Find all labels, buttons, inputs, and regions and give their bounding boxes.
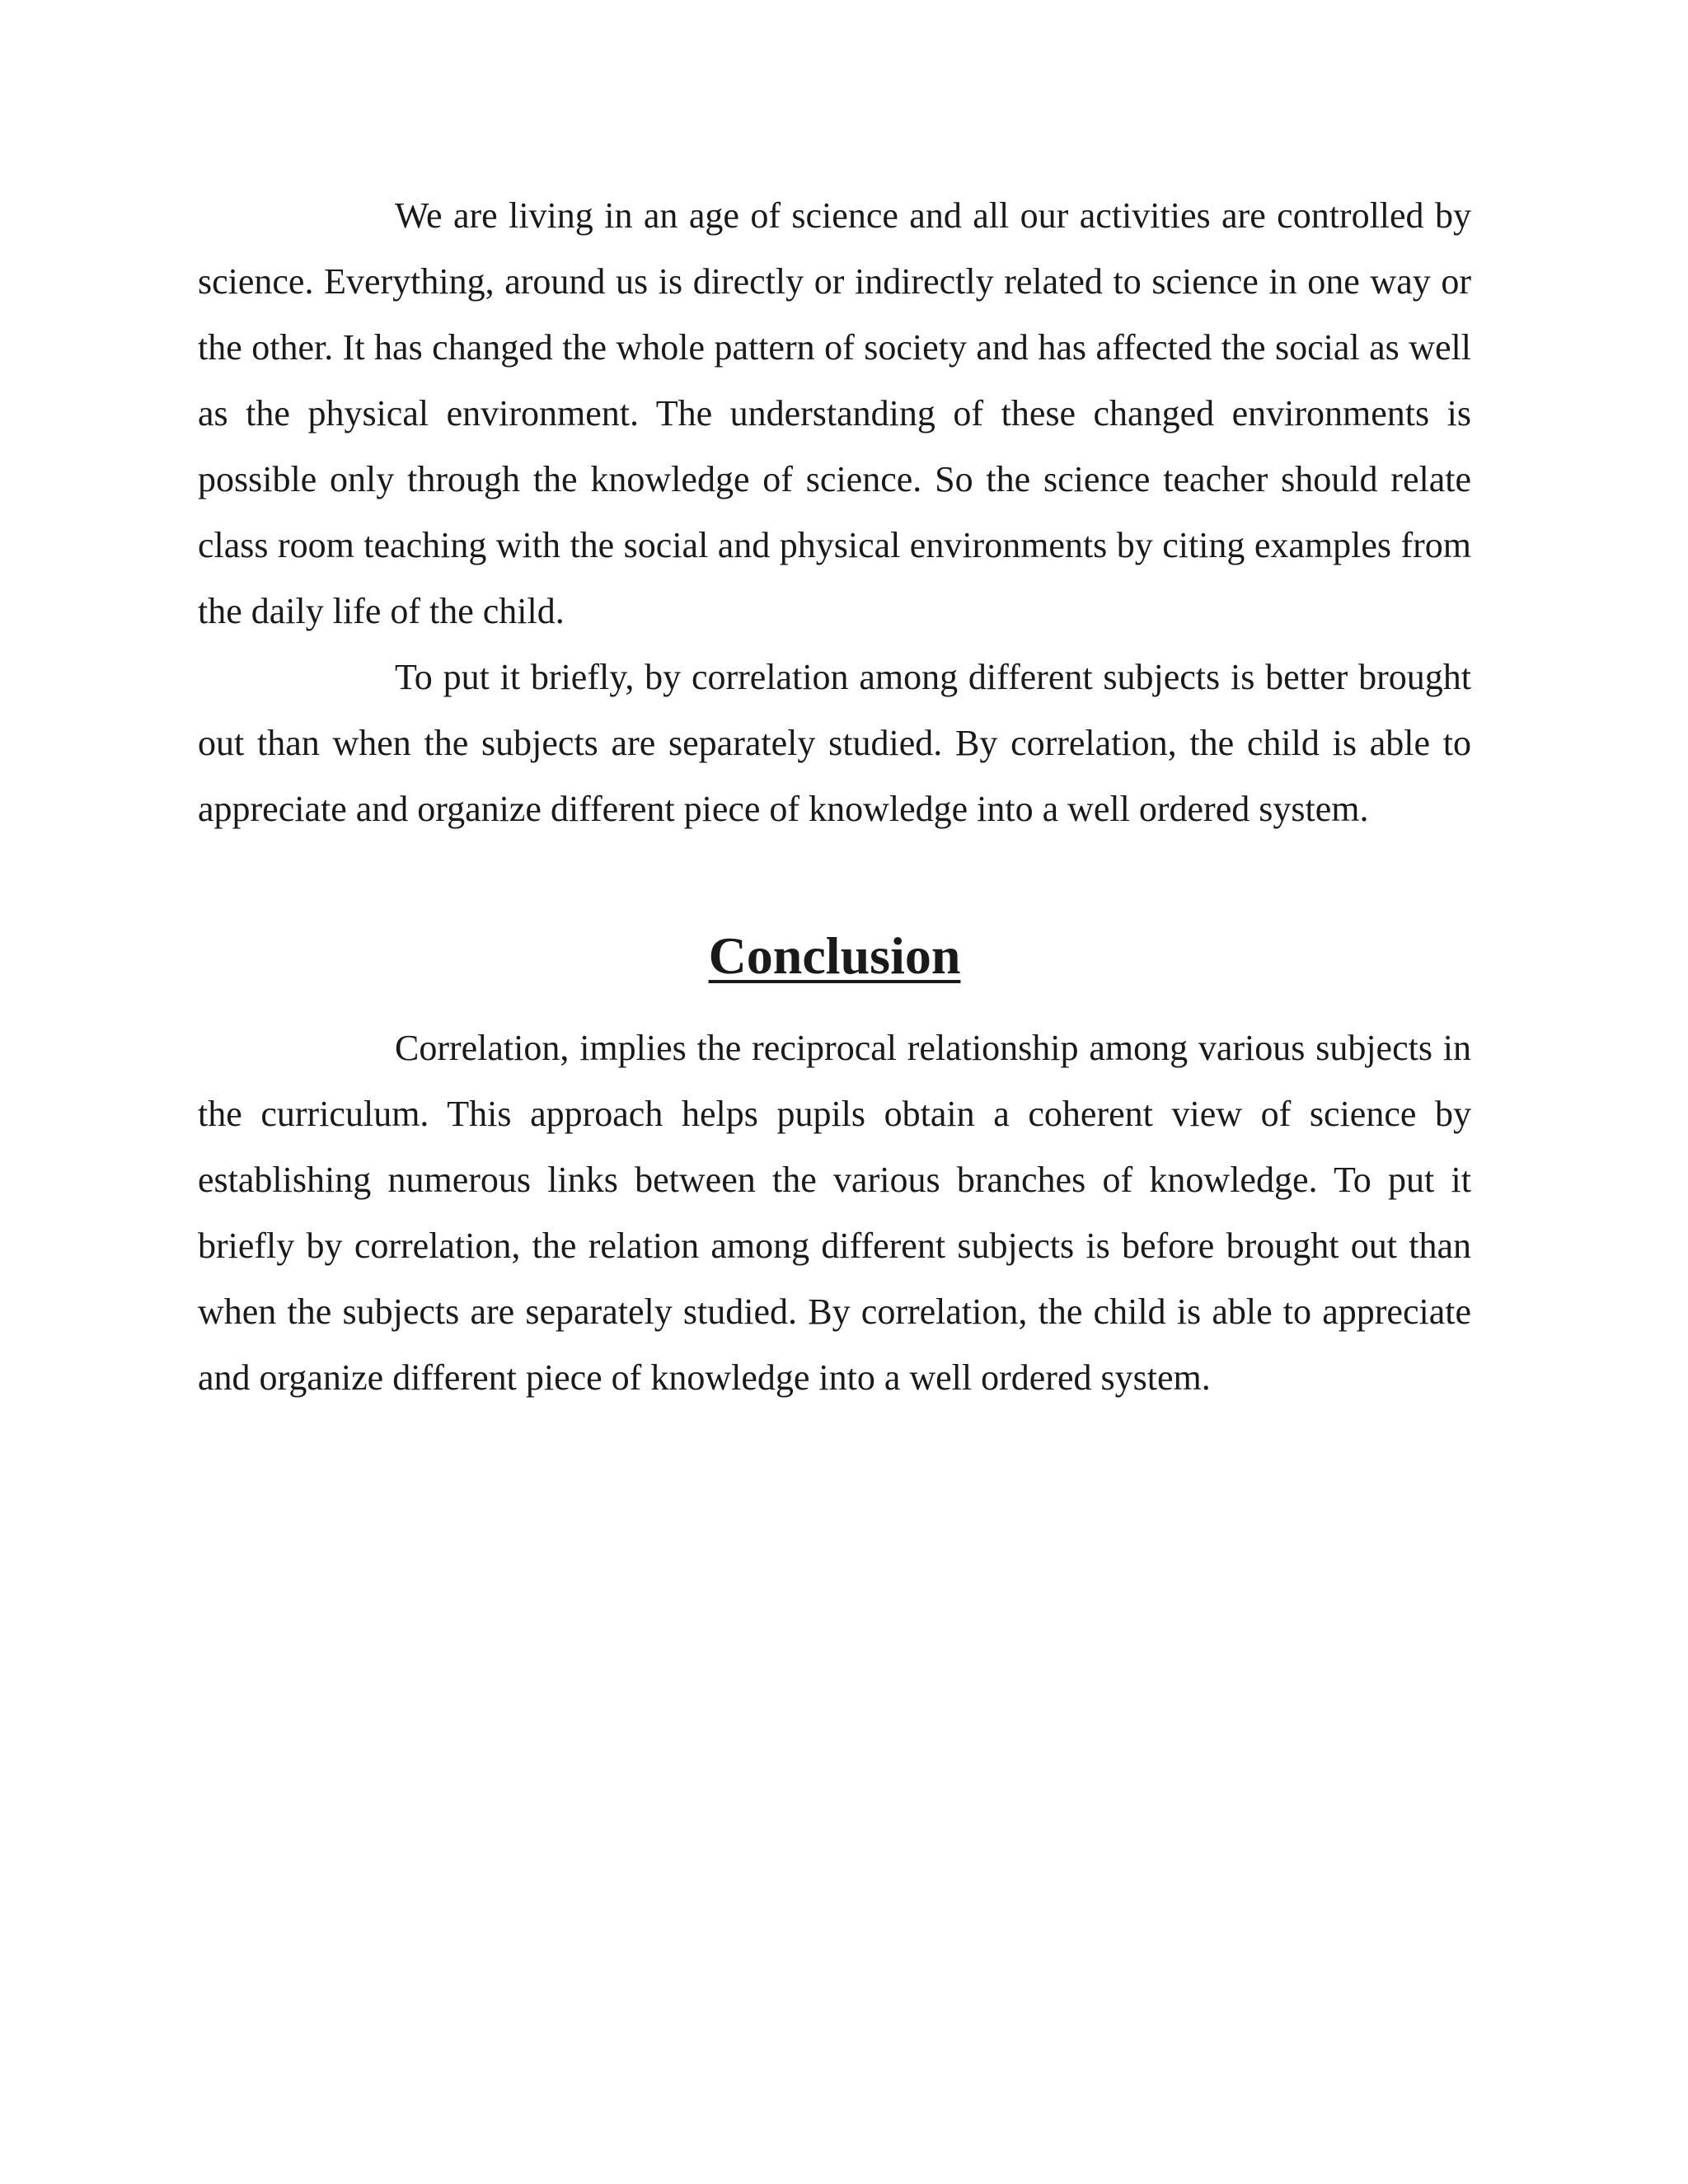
body-section xyxy=(198,183,1471,842)
conclusion-section xyxy=(198,1015,1471,1411)
body-paragraph-science: We are living in an age of science and all our activities are controlled by science. Everything, around us is directly or indirectly related to science in one way or the other. It has changed the whole pattern of society and has affected the social as well as the physical environment. The understanding of these changed environments is possible only through the knowledge of science. So the science teacher should relate class room teaching with the social and physical environments by citing examples from the daily life of the child. xyxy=(198,195,1471,631)
conclusion-heading-text: Conclusion xyxy=(708,926,961,985)
conclusion-paragraph: Correlation, implies the reciprocal relationship among various subjects in the curriculum. This approach helps pupils obtain a coherent view of science by establishing numerous links between the various branches of knowledge. To put it briefly by correlation, the relation among different subjects is before brought out than when the subjects are separately studied. By correlation, the child is able to appreciate and organize different piece of knowledge into a well ordered system. xyxy=(198,1028,1471,1398)
conclusion-heading xyxy=(198,923,1471,989)
body-paragraph-correlation: To put it briefly, by correlation among different subjects is better brought out than when the subjects are separately studied. By correlation, the child is able to appreciate and organize different piece of knowledge into a well ordered system. xyxy=(198,657,1471,829)
